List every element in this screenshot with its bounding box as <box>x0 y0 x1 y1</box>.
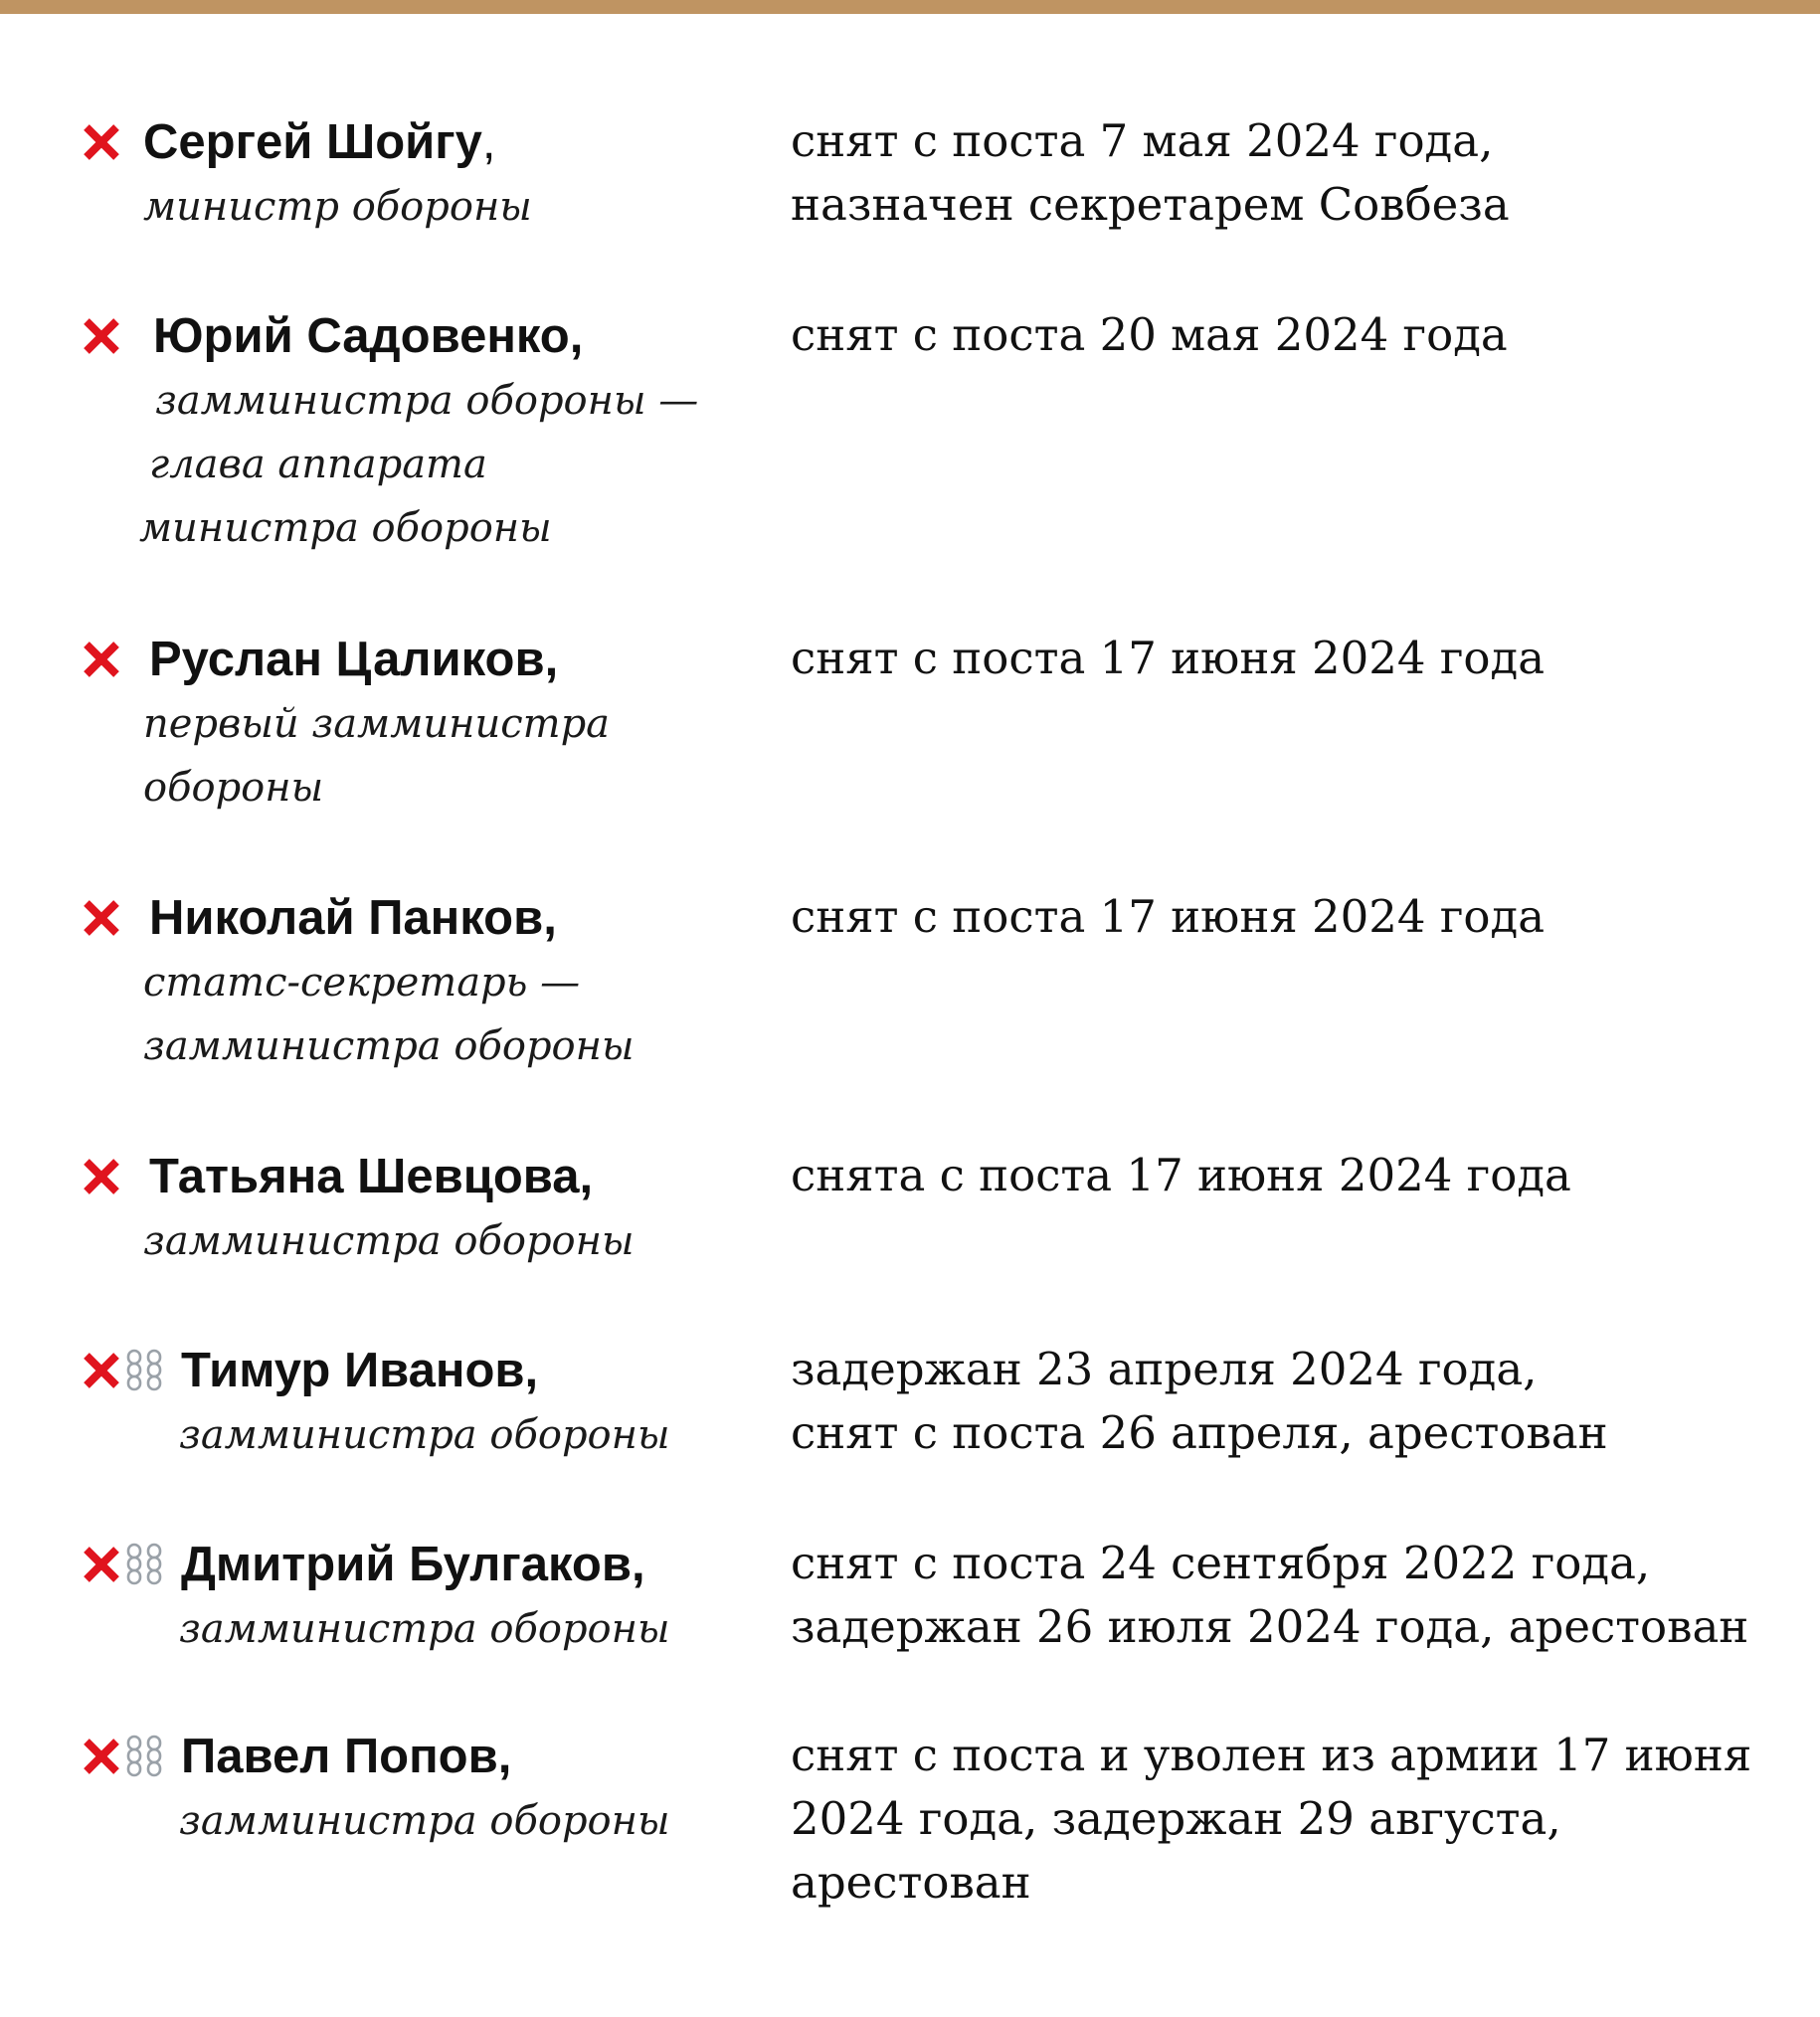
person-role: первый замминистра <box>143 701 611 747</box>
person-role: замминистра обороны <box>143 1023 635 1069</box>
entry-icons <box>80 1724 165 1789</box>
person-role: замминистра обороны <box>179 1798 670 1844</box>
status-text: снят с поста 7 мая 2024 года, назначен секретарем Совбеза <box>791 114 1510 231</box>
person-name: Тимур Иванов, <box>181 1344 539 1397</box>
person-name: Дмитрий Булгаков, <box>181 1538 645 1591</box>
status-text: снят с поста 24 сентября 2022 года, задержан 26 июля 2024 года, арестован <box>791 1537 1749 1653</box>
cross-icon <box>80 1349 123 1392</box>
person-role: обороны <box>143 765 324 811</box>
cross-icon <box>80 638 123 681</box>
person-block <box>181 1724 818 1853</box>
person-role: министра обороны <box>139 505 552 551</box>
person-role: замминистра обороны <box>143 1218 635 1264</box>
person-name: Юрий Садовенко, <box>153 309 584 363</box>
person-role: замминистра обороны <box>179 1412 670 1458</box>
chain-icon <box>125 1735 165 1778</box>
person-name: Татьяна Шевцова, <box>149 1150 594 1203</box>
entry-icons <box>80 303 123 369</box>
status-text: снят с поста 20 мая 2024 года <box>791 308 1508 361</box>
cross-icon <box>80 1735 123 1778</box>
person-role: министр обороны <box>143 184 532 230</box>
person-block <box>143 1144 786 1273</box>
person-role: статс-секретарь — <box>143 960 581 1006</box>
chain-icon <box>125 1543 165 1586</box>
cross-icon <box>80 896 123 940</box>
status-text: снят с поста 17 июня 2024 года <box>791 632 1546 684</box>
cross-icon <box>80 1543 123 1586</box>
cross-icon <box>80 1155 123 1198</box>
person-role: глава аппарата <box>149 442 487 487</box>
cross-icon <box>80 314 123 358</box>
person-role: замминистра обороны — <box>155 378 699 424</box>
status-text: снята с поста 17 июня 2024 года <box>791 1149 1571 1201</box>
person-block <box>143 109 780 239</box>
person-name: Сергей Шойгу, <box>143 115 496 169</box>
person-name: Руслан Цаликов, <box>149 633 559 686</box>
top-accent-bar <box>0 0 1820 14</box>
person-block <box>181 1338 818 1467</box>
person-block <box>139 303 790 560</box>
status-text: снят с поста и уволен из армии 17 июня 2024 года, задержан 29 августа, арестован <box>791 1729 1752 1909</box>
person-name: Павел Попов, <box>181 1730 512 1783</box>
person-role: замминистра обороны <box>179 1606 670 1652</box>
entry-icons <box>80 109 123 175</box>
cross-icon <box>80 120 123 164</box>
person-block <box>181 1532 818 1661</box>
entry-icons <box>80 627 123 692</box>
status-text: задержан 23 апреля 2024 года, снят с поста 26 апреля, арестован <box>791 1343 1608 1459</box>
entry-icons <box>80 885 123 951</box>
person-block <box>143 885 786 1078</box>
person-block <box>143 627 786 820</box>
status-text: снят с поста 17 июня 2024 года <box>791 890 1546 943</box>
entry-icons <box>80 1338 165 1403</box>
chain-icon <box>125 1349 165 1392</box>
entry-icons <box>80 1144 123 1209</box>
entry-icons <box>80 1532 165 1597</box>
person-name: Николай Панков, <box>149 891 557 945</box>
